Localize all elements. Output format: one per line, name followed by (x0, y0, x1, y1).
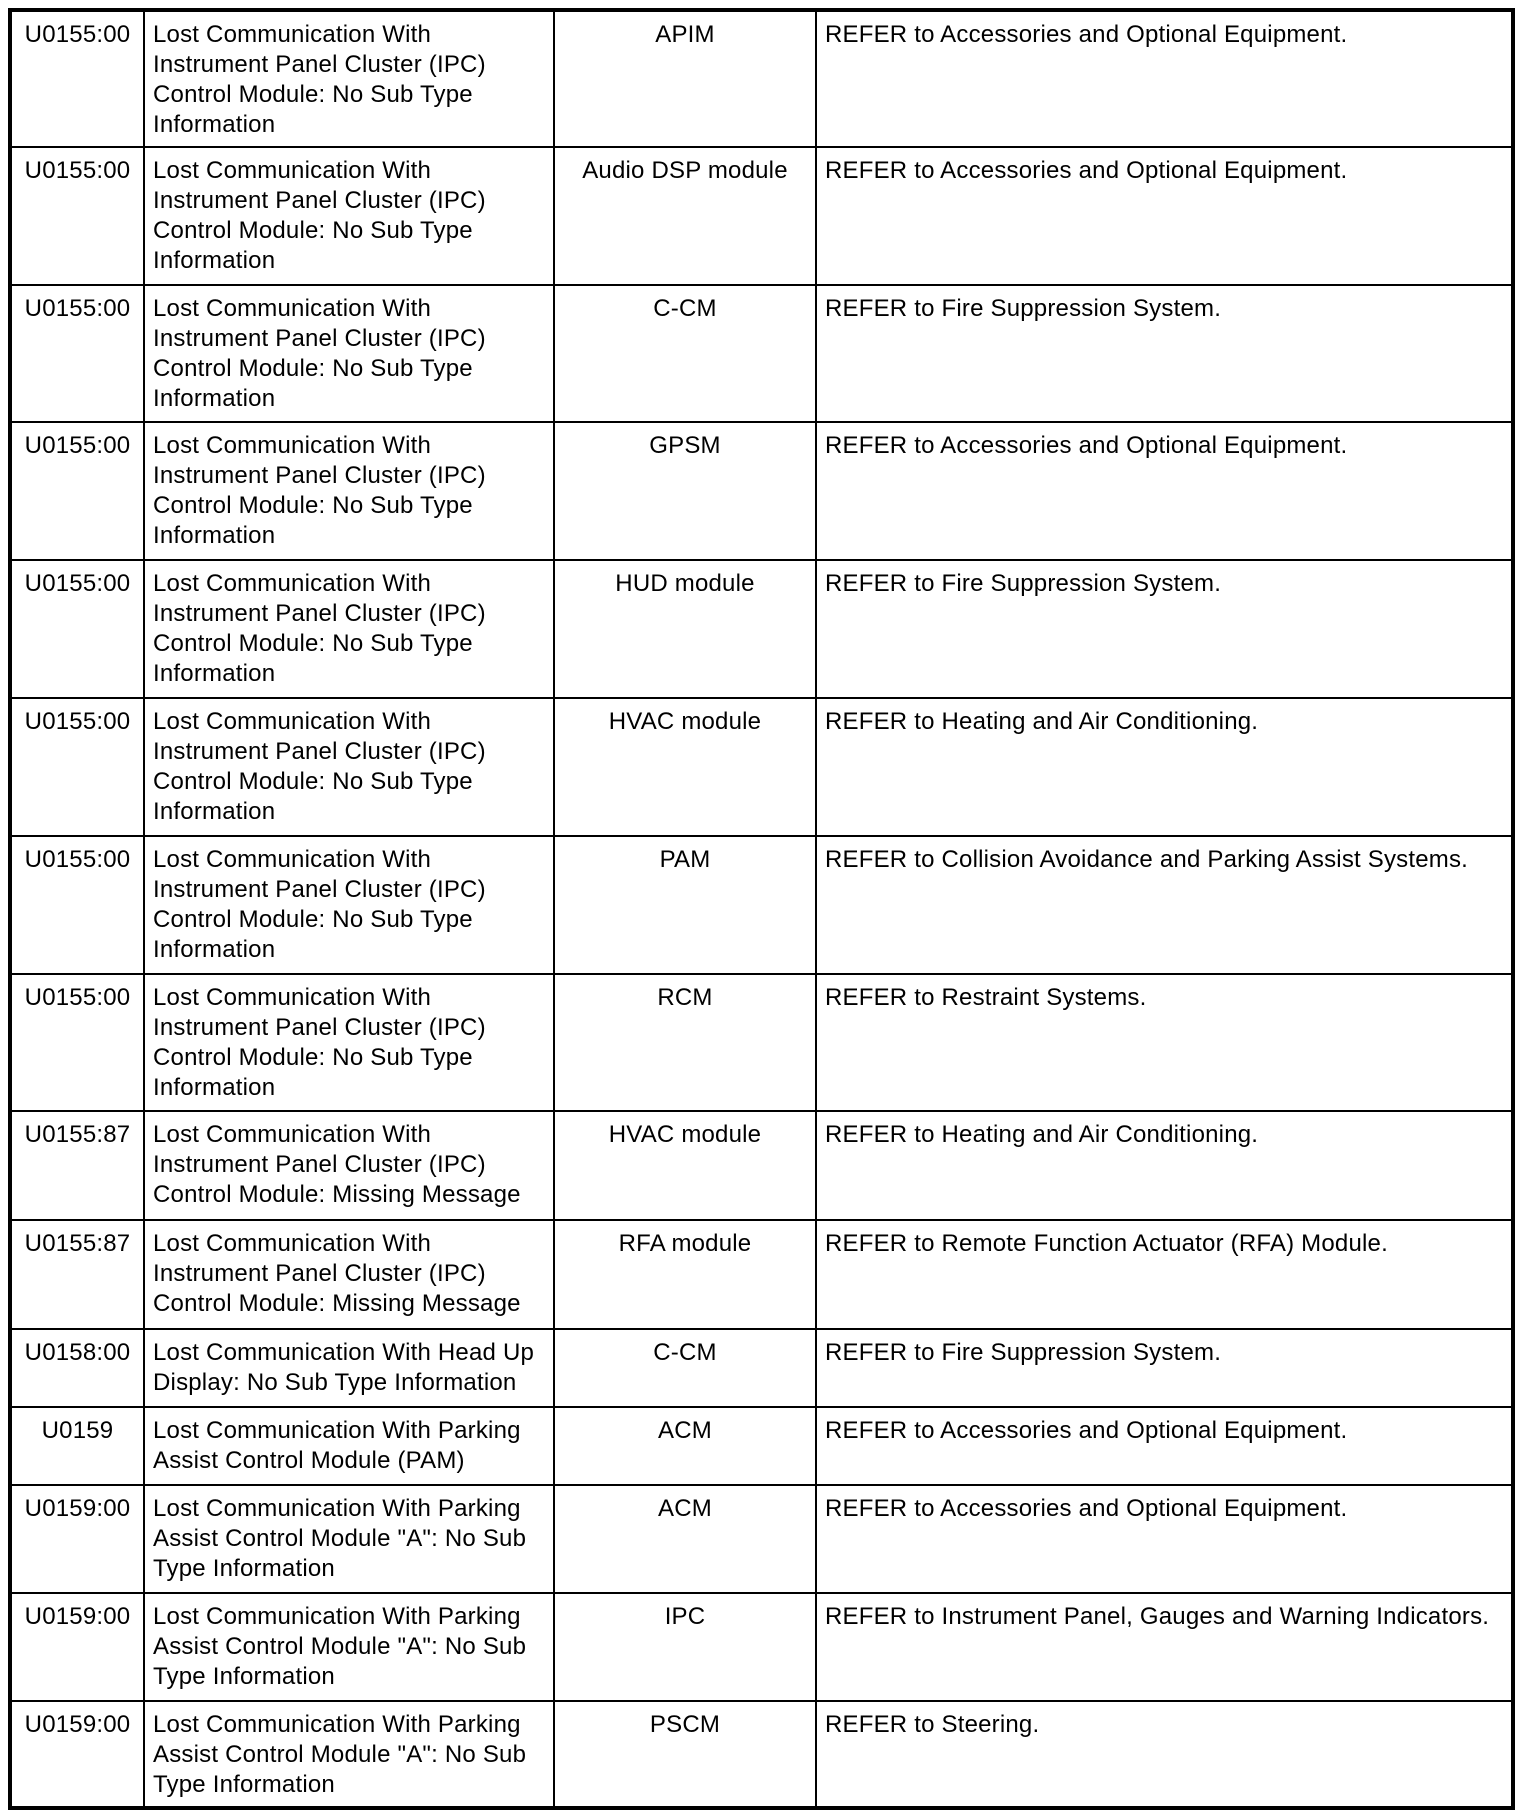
table-row (10, 836, 1513, 974)
dtc-description: Lost Communication With Instrument Panel Cluster (IPC) Control Module: No Sub Type Information (144, 422, 554, 560)
action-text: REFER to Heating and Air Conditioning. (816, 698, 1513, 836)
table-row (10, 147, 1513, 285)
dtc-code: U0158:00 (10, 1329, 144, 1407)
dtc-code: U0155:87 (10, 1111, 144, 1220)
action-text: REFER to Accessories and Optional Equipment. (816, 1407, 1513, 1485)
dtc-code: U0155:87 (10, 1220, 144, 1329)
dtc-code: U0155:00 (10, 10, 144, 147)
dtc-description: Lost Communication With Instrument Panel Cluster (IPC) Control Module: No Sub Type Information (144, 698, 554, 836)
dtc-description: Lost Communication With Instrument Panel Cluster (IPC) Control Module: No Sub Type Information (144, 836, 554, 974)
dtc-description: Lost Communication With Instrument Panel Cluster (IPC) Control Module: No Sub Type Information (144, 285, 554, 422)
dtc-code: U0159:00 (10, 1593, 144, 1701)
module-name: RFA module (554, 1220, 816, 1329)
module-name: GPSM (554, 422, 816, 560)
action-text: REFER to Accessories and Optional Equipment. (816, 422, 1513, 560)
action-text: REFER to Restraint Systems. (816, 974, 1513, 1111)
dtc-description: Lost Communication With Parking Assist Control Module "A": No Sub Type Information (144, 1593, 554, 1701)
table-row (10, 1593, 1513, 1701)
dtc-description: Lost Communication With Head Up Display: No Sub Type Information (144, 1329, 554, 1407)
action-text: REFER to Heating and Air Conditioning. (816, 1111, 1513, 1220)
action-text: REFER to Fire Suppression System. (816, 1329, 1513, 1407)
module-name: RCM (554, 974, 816, 1111)
dtc-description: Lost Communication With Instrument Panel Cluster (IPC) Control Module: Missing Message (144, 1220, 554, 1329)
action-text: REFER to Accessories and Optional Equipment. (816, 1485, 1513, 1593)
dtc-description: Lost Communication With Instrument Panel Cluster (IPC) Control Module: No Sub Type Information (144, 974, 554, 1111)
module-name: APIM (554, 10, 816, 147)
dtc-table (8, 8, 1515, 1810)
dtc-description: Lost Communication With Instrument Panel Cluster (IPC) Control Module: No Sub Type Information (144, 147, 554, 285)
dtc-code: U0155:00 (10, 698, 144, 836)
action-text: REFER to Accessories and Optional Equipment. (816, 147, 1513, 285)
table-row (10, 285, 1513, 422)
table-row (10, 1485, 1513, 1593)
table-row (10, 698, 1513, 836)
dtc-description: Lost Communication With Instrument Panel Cluster (IPC) Control Module: No Sub Type Information (144, 10, 554, 147)
dtc-description: Lost Communication With Parking Assist Control Module "A": No Sub Type Information (144, 1701, 554, 1808)
table-row (10, 1111, 1513, 1220)
dtc-code: U0159 (10, 1407, 144, 1485)
module-name: HUD module (554, 560, 816, 698)
dtc-code: U0155:00 (10, 147, 144, 285)
table-row (10, 560, 1513, 698)
dtc-description: Lost Communication With Parking Assist Control Module "A": No Sub Type Information (144, 1485, 554, 1593)
dtc-code: U0159:00 (10, 1701, 144, 1808)
dtc-code: U0159:00 (10, 1485, 144, 1593)
dtc-description: Lost Communication With Instrument Panel Cluster (IPC) Control Module: No Sub Type Information (144, 560, 554, 698)
module-name: PSCM (554, 1701, 816, 1808)
action-text: REFER to Collision Avoidance and Parking Assist Systems. (816, 836, 1513, 974)
table-row (10, 1701, 1513, 1808)
dtc-code: U0155:00 (10, 422, 144, 560)
module-name: HVAC module (554, 1111, 816, 1220)
dtc-code: U0155:00 (10, 836, 144, 974)
table-row (10, 422, 1513, 560)
module-name: IPC (554, 1593, 816, 1701)
action-text: REFER to Instrument Panel, Gauges and Warning Indicators. (816, 1593, 1513, 1701)
action-text: REFER to Fire Suppression System. (816, 560, 1513, 698)
action-text: REFER to Accessories and Optional Equipment. (816, 10, 1513, 147)
module-name: ACM (554, 1485, 816, 1593)
action-text: REFER to Remote Function Actuator (RFA) Module. (816, 1220, 1513, 1329)
module-name: C-CM (554, 1329, 816, 1407)
action-text: REFER to Fire Suppression System. (816, 285, 1513, 422)
module-name: Audio DSP module (554, 147, 816, 285)
table-row (10, 1220, 1513, 1329)
dtc-code: U0155:00 (10, 285, 144, 422)
table-row (10, 1407, 1513, 1485)
table-row (10, 10, 1513, 147)
dtc-description: Lost Communication With Instrument Panel Cluster (IPC) Control Module: Missing Message (144, 1111, 554, 1220)
module-name: PAM (554, 836, 816, 974)
module-name: C-CM (554, 285, 816, 422)
dtc-code: U0155:00 (10, 974, 144, 1111)
module-name: HVAC module (554, 698, 816, 836)
dtc-description: Lost Communication With Parking Assist Control Module (PAM) (144, 1407, 554, 1485)
action-text: REFER to Steering. (816, 1701, 1513, 1808)
module-name: ACM (554, 1407, 816, 1485)
dtc-code: U0155:00 (10, 560, 144, 698)
table-row (10, 1329, 1513, 1407)
table-row (10, 974, 1513, 1111)
